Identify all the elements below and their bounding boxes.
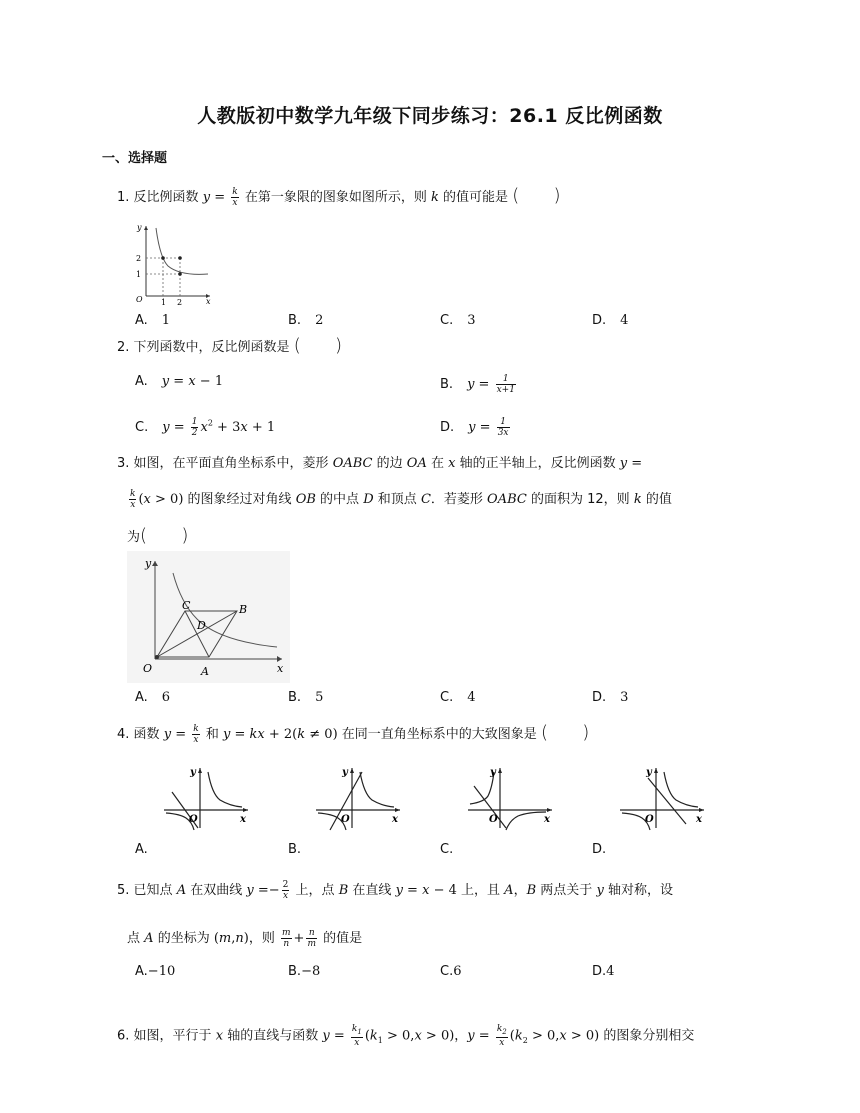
svg-text:x: x <box>206 297 211 306</box>
question-number: 1. <box>117 190 130 205</box>
svg-text:y: y <box>190 767 196 778</box>
q2-option-b[interactable]: B. y = $\frac{1}{x+1}$ <box>440 374 515 395</box>
q1-option-d[interactable]: D. 4 <box>592 313 629 328</box>
svg-text:A: A <box>201 665 209 678</box>
q1-hyperbola-figure <box>124 222 216 306</box>
q4-graph-c <box>466 764 558 832</box>
svg-text:y: y <box>646 767 652 778</box>
question-2: 2. 下列函数中，反比例函数是 ( ) <box>117 335 343 356</box>
q4-option-b[interactable]: B. <box>288 842 302 857</box>
q2-option-c[interactable]: C. y = $\frac{1}{2}$ $x^2 + 3x + 1$ <box>135 417 276 438</box>
q5-option-a[interactable]: A.−10 <box>135 964 176 979</box>
svg-text:B: B <box>239 603 248 616</box>
q5-option-d[interactable]: D.4 <box>592 964 615 979</box>
q3-option-b[interactable]: B. 5 <box>288 690 324 705</box>
svg-text:O: O <box>489 814 498 825</box>
question-3-line-1: 3. 如图，在平面直角坐标系中，菱形 OABC 的边 OA 在 x 轴的正半轴上，反比例函数 y = <box>117 456 643 471</box>
question-6: 6. 如图，平行于 x 轴的直线与函数 y = $\frac{k_1}{x}$ $(k_1 > 0,x > 0)$，y = $\frac{k_2}{x}$ $(k_2 > 0,x > 0)$ 的图象分别相交 <box>117 1024 695 1048</box>
q3-option-d[interactable]: D. 3 <box>592 690 629 705</box>
q5-option-c[interactable]: C.6 <box>440 964 462 979</box>
svg-text:y: y <box>342 767 348 778</box>
q4-option-a[interactable]: A. <box>135 842 148 857</box>
svg-text:D: D <box>197 619 206 632</box>
question-1: 1. 反比例函数 y = $\frac{k}{x}$ 在第一象限的图象如图所示，则 k 的值可能是 ( ) <box>117 185 561 208</box>
svg-text:1: 1 <box>136 270 142 279</box>
svg-text:2: 2 <box>136 254 142 263</box>
svg-text:1: 1 <box>161 298 167 306</box>
svg-text:O: O <box>143 662 153 675</box>
svg-text:x: x <box>240 814 246 825</box>
question-3-line-3: 为( ) <box>127 525 189 546</box>
answer-bracket: ( ) <box>512 185 561 206</box>
svg-text:O: O <box>645 814 654 825</box>
question-3-line-2: $\frac{k}{x}$ (x > 0) 的图象经过对角线 OB 的中点 D 和顶点 C．若菱形 OABC 的面积为 12，则 k 的值 <box>130 489 672 510</box>
q4-graph-b <box>314 764 406 832</box>
svg-text:x: x <box>277 662 284 675</box>
svg-text:2: 2 <box>177 298 183 306</box>
svg-text:y: y <box>490 767 496 778</box>
q2-option-a[interactable]: A. y = x − 1 <box>135 374 224 389</box>
q2-option-d[interactable]: D. y = $\frac{1}{3x}$ <box>440 417 509 438</box>
page-title: 人教版初中数学九年级下同步练习：26.1 反比例函数 <box>197 105 663 127</box>
svg-text:x: x <box>392 814 398 825</box>
svg-text:C: C <box>182 599 191 612</box>
svg-text:x: x <box>696 814 702 825</box>
q1-option-b[interactable]: B. 2 <box>288 313 324 328</box>
question-5-line-1: 5. 已知点 A 在双曲线 y =− $\frac{2}{x}$ 上，点 B 在直线 y = x − 4 上，且 A，B 两点关于 y 轴对称，设 <box>117 880 673 901</box>
q4-option-c[interactable]: C. <box>440 842 454 857</box>
q4-graph-a <box>162 764 254 832</box>
q3-rhombus-figure <box>127 551 290 683</box>
q3-option-a[interactable]: A. 6 <box>135 690 171 705</box>
svg-text:y: y <box>145 557 152 570</box>
q1-option-c[interactable]: C. 3 <box>440 313 476 328</box>
question-4: 4. 函数 y = $\frac{k}{x}$ 和 y = kx + 2(k ≠ 0) 在同一直角坐标系中的大致图象是 ( ) <box>117 722 590 745</box>
q4-option-d[interactable]: D. <box>592 842 607 857</box>
question-5-line-2: 点 A 的坐标为 (m,n)，则 $\frac{m}{n}$ + $\frac{n}{m}$ 的值是 <box>127 928 363 949</box>
svg-text:x: x <box>544 814 550 825</box>
svg-text:y: y <box>137 223 142 232</box>
svg-text:O: O <box>189 814 198 825</box>
q5-option-b[interactable]: B.−8 <box>288 964 321 979</box>
q3-option-c[interactable]: C. 4 <box>440 690 476 705</box>
svg-text:O: O <box>136 295 143 304</box>
q1-option-a[interactable]: A. 1 <box>135 313 171 328</box>
svg-text:O: O <box>341 814 350 825</box>
section-heading: 一、选择题 <box>102 151 168 166</box>
q4-graph-d <box>618 764 710 832</box>
